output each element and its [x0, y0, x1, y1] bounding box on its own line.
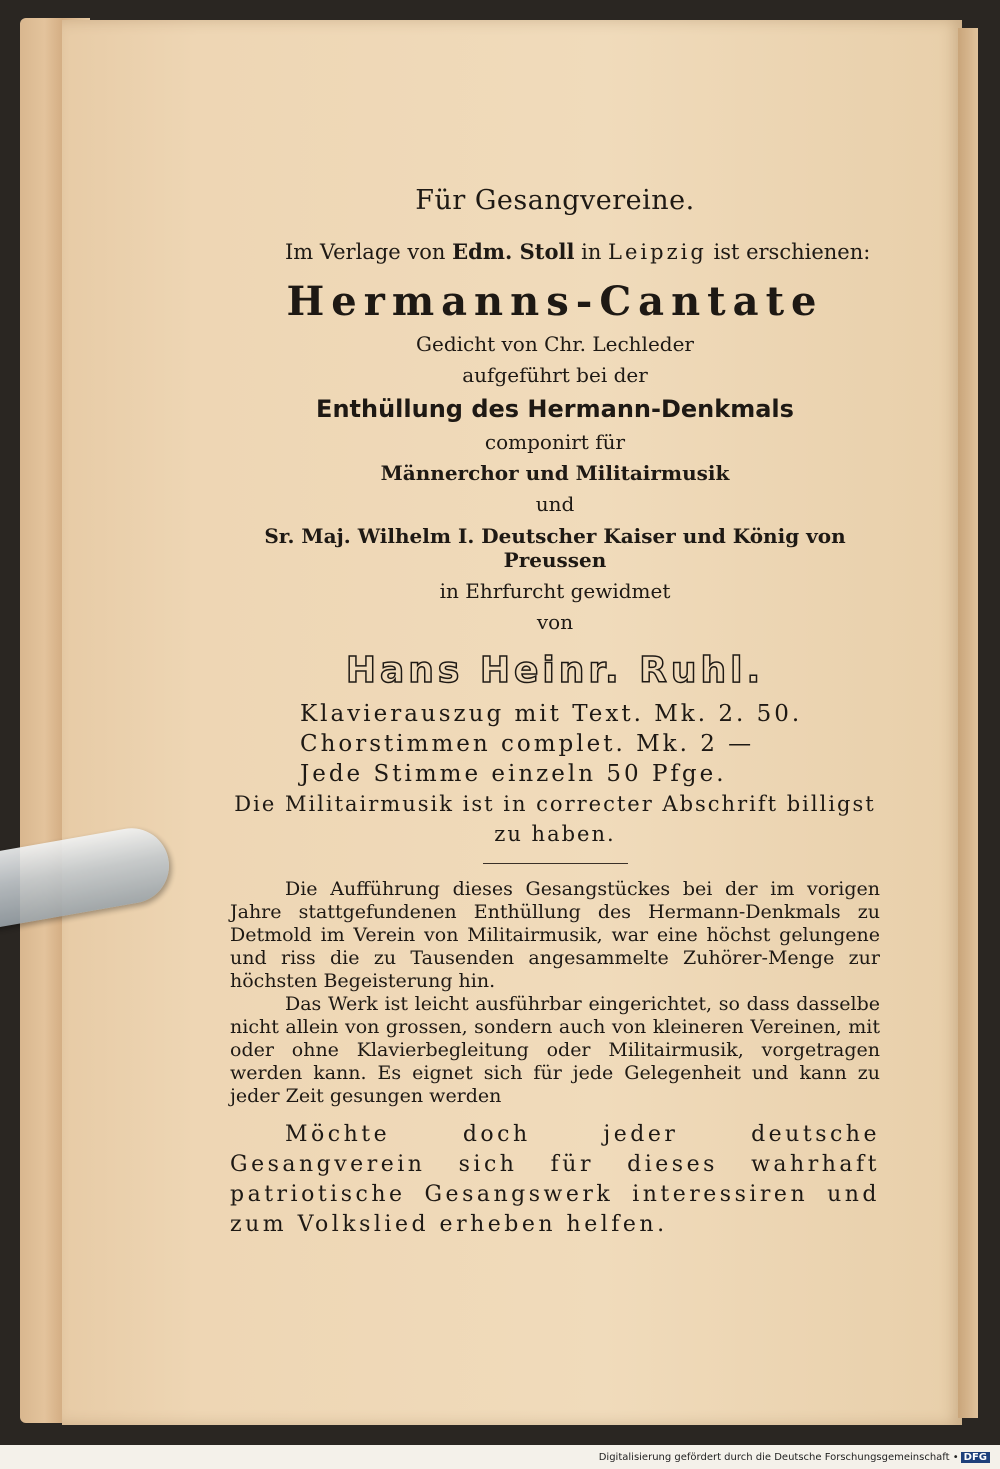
price-line: Jede Stimme einzeln 50 Pfge. — [300, 761, 727, 787]
dfg-logo: DFG — [961, 1452, 990, 1463]
paragraph-work: Das Werk ist leicht ausführbar eingerichtet, so dass dasselbe nicht allein von grossen, sondern auch von kleineren Vereinen, mit oder ohne Klavierbegleitung oder Militairmusik, vorgetragen werden kann. Es eignet sich für jede Gelegenheit und kann zu jeder Zeit gesungen werden — [230, 993, 880, 1107]
page-fold-edge — [958, 28, 978, 1418]
composer-name: Hans Heinr. Ruhl. — [345, 650, 765, 691]
military-music-note: Die Militairmusik ist in correcter Abschrift billigst zu haben. — [234, 792, 876, 846]
divider — [483, 863, 628, 864]
composed-for: componirt für — [484, 430, 626, 454]
conjunction: und — [535, 492, 575, 516]
page-content — [230, 185, 880, 1262]
work-title: Hermanns-Cantate — [286, 278, 824, 325]
publisher-name: Edm. Stoll — [452, 239, 575, 264]
paragraph-performance: Die Aufführung dieses Gesangstückes bei der im vorigen Jahre stattgefundenen Enthüllung des Hermann-Denkmals zu Detmold im Verein von Militairmusik, war eine höchst gelungene und riss die zu Tausenden angesammelte Zuhörer-Menge zur höchsten Begeisterung hin. — [230, 878, 880, 992]
price-line: Chorstimmen complet. Mk. 2 — — [300, 731, 755, 757]
intro-text: in — [574, 240, 609, 264]
intro-text: ist erschienen: — [706, 240, 871, 264]
by-line: von — [536, 610, 574, 634]
dedicatee: Sr. Maj. Wilhelm I. Deutscher Kaiser und König von Preussen — [264, 524, 846, 572]
event-name: Enthüllung des Hermann-Denkmals — [316, 395, 794, 423]
performed-at: aufgeführt bei der — [462, 363, 648, 387]
footer-credit — [599, 1452, 990, 1463]
ensemble: Männerchor und Militairmusik — [380, 461, 730, 485]
heading: Für Gesangvereine. — [415, 185, 695, 216]
poem-credit: Gedicht von Chr. Lechleder — [416, 332, 694, 356]
intro — [230, 238, 880, 266]
footer-text: Digitalisierung gefördert durch die Deutsche Forschungsgemeinschaft • — [598, 1452, 959, 1463]
closing-appeal: Möchte doch jeder deutsche Gesangverein sich für dieses wahrhaft patriotische Gesangswerk interessiren und zum Volkslied erheben helfen. — [230, 1122, 880, 1237]
intro-text: Im Verlage von — [285, 240, 453, 264]
dedication: in Ehrfurcht gewidmet — [439, 579, 671, 603]
city-name: Leipzig — [608, 240, 707, 264]
price-line: Klavierauszug mit Text. Mk. 2. 50. — [300, 701, 803, 727]
